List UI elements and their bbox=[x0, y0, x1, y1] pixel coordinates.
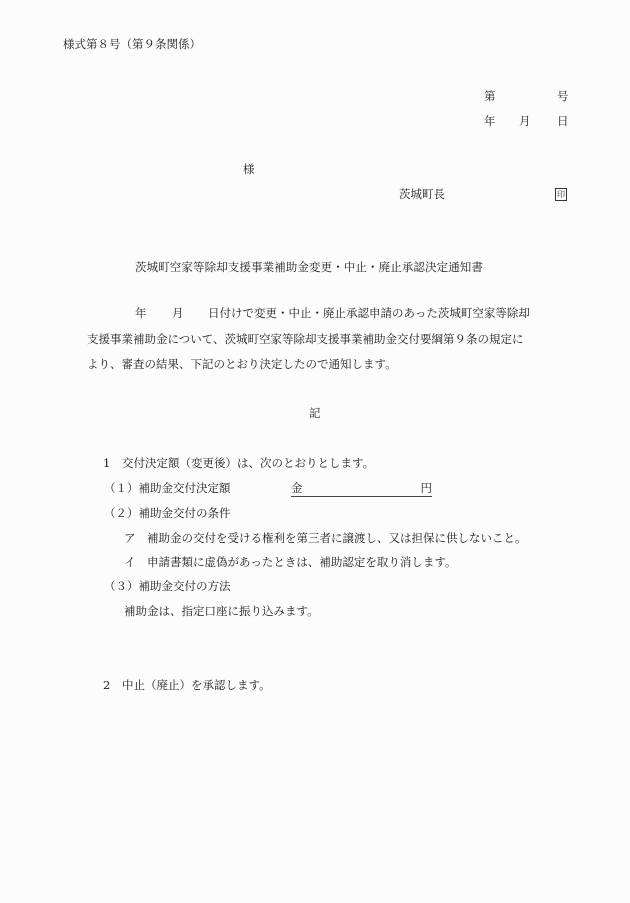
sub2-label: （２）補助金交付の条件 bbox=[104, 506, 231, 520]
sub3-text: 補助金は、指定口座に振り込みます。 bbox=[124, 604, 319, 618]
cond-a-marker: ア bbox=[124, 531, 136, 545]
number-suffix: 号 bbox=[557, 89, 569, 103]
amount-underline bbox=[291, 483, 432, 497]
body-line3: より、審査の結果、下記のとおり決定したので通知します。 bbox=[87, 357, 397, 371]
sub1-label: （１）補助金交付決定額 bbox=[104, 481, 231, 495]
body-line1-month: 月 bbox=[172, 306, 184, 320]
document-title: 茨城町空家等除却支援事業補助金変更・中止・廃止承認決定通知書 bbox=[135, 260, 483, 274]
form-id: 様式第８号（第９条関係） bbox=[63, 37, 201, 51]
cond-a-text: 補助金の交付を受ける権利を第三者に譲渡し、又は担保に供しないこと。 bbox=[147, 531, 527, 545]
number-prefix: 第 bbox=[484, 89, 496, 103]
item1-number: 1 bbox=[103, 456, 111, 470]
item1-text: 交付決定額（変更後）は、次のとおりとします。 bbox=[122, 456, 375, 470]
issuer-name: 茨城町長 bbox=[399, 187, 445, 201]
body-line1-year: 年 bbox=[135, 306, 147, 320]
date-day: 日 bbox=[557, 114, 569, 128]
recipient-honorific: 様 bbox=[243, 162, 255, 176]
seal-icon bbox=[555, 188, 567, 201]
cond-b-text: 申請書類に虚偽があったときは、補助認定を取り消します。 bbox=[147, 555, 457, 569]
body-line2: 支援事業補助金について、茨城町空家等除却支援事業補助金交付要綱第９条の規定に bbox=[87, 332, 524, 346]
amount-field bbox=[291, 483, 432, 497]
amount-prefix: 金 bbox=[291, 481, 303, 495]
item2-text: 中止（廃止）を承認します。 bbox=[122, 678, 271, 692]
sub3-label: （３）補助金交付の方法 bbox=[104, 579, 231, 593]
date-month: 月 bbox=[519, 114, 531, 128]
seal-mark: 印 bbox=[557, 190, 565, 199]
ki-heading: 記 bbox=[309, 406, 321, 420]
date-year: 年 bbox=[484, 114, 496, 128]
body-line1-rest: 日付けで変更・中止・廃止承認申請のあった茨城町空家等除却 bbox=[208, 306, 530, 320]
item2-number: 2 bbox=[103, 678, 111, 692]
cond-b-marker: イ bbox=[124, 555, 136, 569]
amount-suffix: 円 bbox=[420, 481, 432, 495]
